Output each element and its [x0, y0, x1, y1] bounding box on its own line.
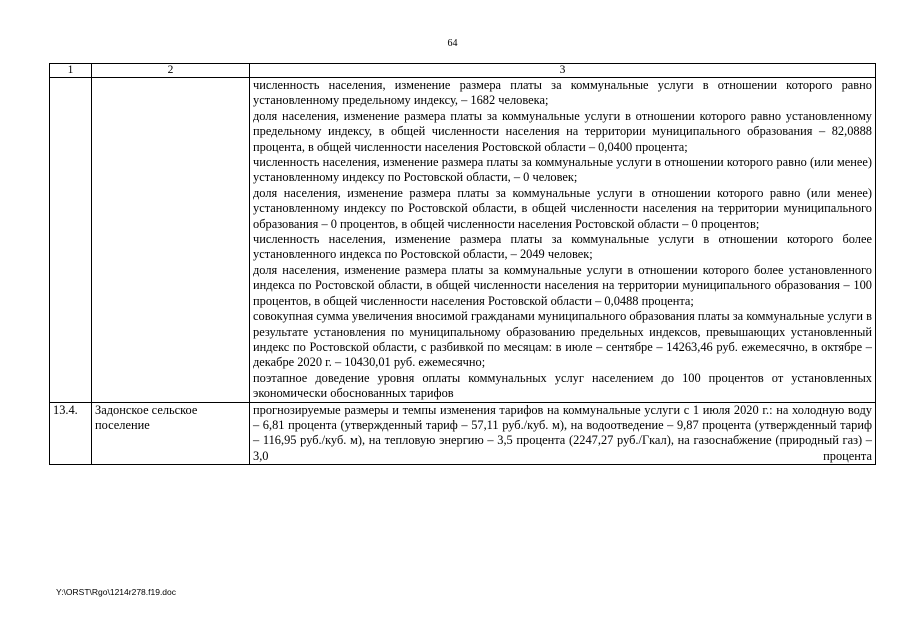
row-number: 13.4.	[50, 402, 92, 465]
paragraph: доля населения, изменение размера платы за коммунальные услуги в отношении которого равно (или менее) установленному индексу по Ростовской области, в общей численности населения на территории муниципального образования – 0 процентов, в общей численности населения Ростовской области – 0 процентов;	[253, 185, 872, 231]
row-content	[250, 402, 876, 465]
page-number: 64	[447, 38, 458, 49]
row-content	[250, 78, 876, 403]
row-number	[50, 78, 92, 403]
paragraph: доля населения, изменение размера платы за коммунальные услуги в отношении которого равно установленному предельному индексу, в общей численности населения на территории муниципального образования – 82,0888 процента, в общей численности населения Ростовской области – 0,0400 процента;	[253, 108, 872, 154]
paragraph: численность населения, изменение размера платы за коммунальные услуги в отношении которого равно (или менее) установленному индексу по Ростовской области, – 0 человек;	[253, 155, 872, 185]
row-name: Задонское сельское поселение	[92, 402, 250, 465]
header-col-3: 3	[250, 64, 876, 78]
document-path: Y:\ORST\Rgo\1214r278.f19.doc	[56, 587, 177, 597]
table-row	[50, 78, 876, 403]
paragraph: численность населения, изменение размера платы за коммунальные услуги в отношении которого равно установленному предельному индексу, – 1682 человека;	[253, 78, 872, 108]
content-table	[49, 63, 876, 465]
paragraph: совокупная сумма увеличения вносимой гражданами муниципального образования платы за коммунальные услуги в результате установления по муниципальному образованию предельных индексов, превышающих установленный индекс по Ростовской области, с разбивкой по месяцам: в июле – сентябре – 14263,46 руб. ежемесячно, в октябре – декабре 2020 г. – 10430,01 руб. ежемесячно;	[253, 309, 872, 370]
header-col-1: 1	[50, 64, 92, 78]
paragraph: поэтапное доведение уровня оплаты коммунальных услуг населением до 100 процентов от установленных экономически обоснованных тарифов	[253, 370, 872, 401]
table-header-row	[50, 64, 876, 78]
header-col-2: 2	[92, 64, 250, 78]
table-row	[50, 402, 876, 465]
paragraph: численность населения, изменение размера платы за коммунальные услуги в отношении которого более установленного индекса по Ростовской области, – 2049 человек;	[253, 232, 872, 262]
row-name	[92, 78, 250, 403]
paragraph: доля населения, изменение размера платы за коммунальные услуги в отношении которого более установленного индекса по Ростовской области, в общей численности населения на территории муниципального образования – 100 процентов, в общей численности населения Ростовской области – 0,0488 процента;	[253, 262, 872, 308]
paragraph: прогнозируемые размеры и темпы изменения тарифов на коммунальные услуги с 1 июля 2020 г.: на холодную воду – 6,81 процента (утвержденный тариф – 57,11 руб./куб. м), на водоотведение – 9,87 процента (утвержденный тариф – 116,95 руб./куб. м), на тепловую энергию – 3,5 процента (2247,27 руб./Гкал), на газоснабжение (природный газ) – 3,0 процента	[253, 402, 872, 463]
